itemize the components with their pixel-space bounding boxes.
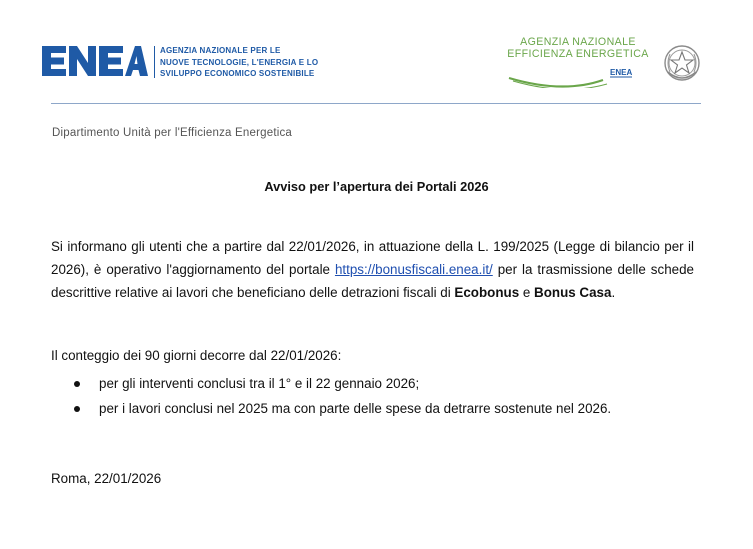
- tagline-line-2: NUOVE TECNOLOGIE, L'ENERGIA E LO: [160, 57, 319, 67]
- list-item: [74, 397, 611, 422]
- agency-mark-text: ENEA: [610, 68, 633, 77]
- list-item-text: per gli interventi conclusi tra il 1° e il 22 gennaio 2026;: [99, 376, 420, 391]
- deadline-list: [74, 372, 611, 421]
- bullet-icon: [74, 406, 80, 412]
- portal-link[interactable]: https://bonusfiscali.enea.it/: [334, 261, 493, 277]
- paragraph-end: .: [611, 284, 616, 300]
- header-divider: [51, 103, 701, 104]
- list-item: [74, 372, 611, 397]
- agency-efficiency-logo: [503, 36, 653, 77]
- enea-tagline: [160, 45, 318, 80]
- notice-paragraph: [51, 236, 694, 304]
- place-date-signature: Roma, 22/01/2026: [51, 471, 162, 486]
- tagline-line-3: SVILUPPO ECONOMICO SOSTENIBILE: [160, 69, 315, 78]
- list-item-text: per i lavori conclusi nel 2025 ma con parte delle spese da detrarre sostenute nel 2026.: [99, 400, 612, 416]
- bullet-icon: [74, 381, 80, 387]
- bonus-casa-label: Bonus Casa: [534, 284, 612, 300]
- document-header: [0, 0, 753, 110]
- paragraph-conjunction: e: [519, 284, 535, 300]
- paragraph-text-2: per la trasmissione delle schede descrittive relative ai lavori che beneficiano delle detrazioni fiscali di: [51, 261, 694, 300]
- agency-line-2: EFFICIENZA ENERGETICA: [507, 48, 649, 60]
- department-label: Dipartimento Unità per l'Efficienza Energetica: [52, 127, 293, 139]
- enea-logo: [42, 44, 148, 78]
- agency-line-1: AGENZIA NAZIONALE: [520, 36, 636, 48]
- italian-republic-emblem-icon: [662, 42, 702, 84]
- deadline-intro: Il conteggio dei 90 giorni decorre dal 22/01/2026:: [51, 348, 342, 363]
- notice-title: Avviso per l’apertura dei Portali 2026: [264, 179, 489, 194]
- agency-swoosh-icon: [503, 60, 653, 88]
- tagline-line-1: AGENZIA NAZIONALE PER LE: [160, 46, 281, 55]
- paragraph-text-1: Si informano gli utenti che a partire dal 22/01/2026, in attuazione della L. 199/2025 (Legge di bilancio per il 2026), è operativo l'aggiornamento del portale: [51, 239, 694, 277]
- ecobonus-label: Ecobonus: [454, 284, 520, 300]
